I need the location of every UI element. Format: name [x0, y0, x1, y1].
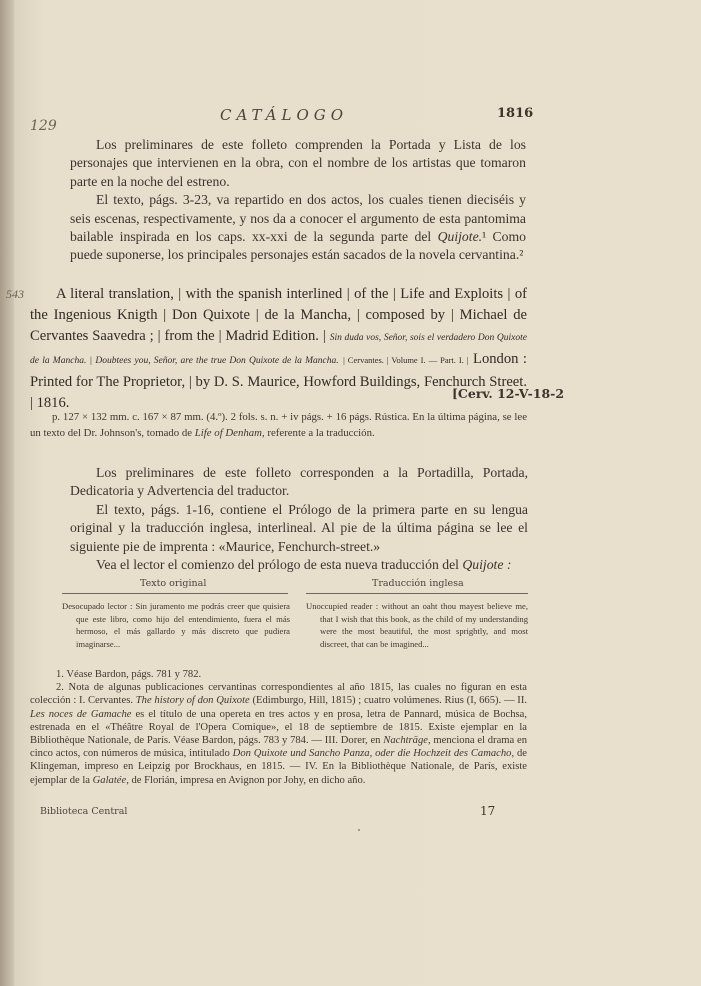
description-paragraph-3: Vea el lector el comienzo del prólogo de esta nueva traducción del Quijote :	[96, 557, 512, 573]
library-name: Biblioteca Central	[40, 806, 128, 817]
description-paragraphs	[70, 464, 528, 574]
left-column-heading: Texto original	[140, 578, 207, 589]
running-year: 1816	[497, 106, 534, 121]
shelfmark: [Cerv. 12-V-18-2	[452, 386, 565, 401]
description-paragraph-2: El texto, págs. 1-16, contiene el Prólogo de la primera parte en su lengua original y la traducción inglesa, interlineal. Al pie de la última página se lee el siguiente pie de imprenta : «Maurice, Fenchurch-street.»	[70, 501, 528, 554]
footnote-1: 1. Véase Bardon, págs. 781 y 782.	[56, 669, 202, 680]
original-text-column: Desocupado lector : Sin juramento me podrás creer que quisiera que este libro, como hijo del entendimiento, fuera el más hermoso, el más gallardo y más discreto que pudiera imaginarse...	[62, 601, 290, 650]
entry-imprint: London : Printed for The Proprietor, | by D. S. Maurice, Howford Buildings, Fenchurch Street. | 1816.	[30, 351, 527, 411]
footnote-2: 2. Nota de algunas publicaciones cervantinas correspondientes al año 1815, las cuales no figuran en esta colección : I. Cervantes. The history of don Quixote (Edimburgo, Hill, 1815) ; cuatro volúmenes. Rius (I, 665). — II. Les noces de Gamache es el título de una opereta en tres actos y en prosa, letra de Pannard, música de Bochsa, estrenada en el «Théâtre Royal de l'Opera Comique», el 18 de septiembre de 1815. Existe ejemplar en la Bibliothèque Nationale, de París. Véase Bardon, págs. 783 y 784. — III. Dorer, en Nachträge, menciona el drama en cinco actos, con números de música, intitulado Don Quixote und Sancho Panza, oder die Hochzeit des Camacho, de Klingeman, impreso en Leipzig por Brockhaus, en 1815. — IV. En la Bibliothèque Nationale, de París, existe ejemplar de la Galatée, de Florián, impresa en Avignon por Johy, en dicho año.	[30, 682, 528, 786]
entry-title-epigraph: Sin duda vos, Señor, sois el verdadero Don Quixote de la Mancha. | Doubtees you, Señor, are the true Don Quixote de la Mancha.	[30, 333, 528, 366]
entry-title-main: A literal translation, | with the spanish interlined | of the | Life and Exploits | of the Ingenious Knigth | Don Quixote | de la Mancha, | composed by | Michael de Cervantes Saavedra ; | from the | Madrid Edition. |	[30, 286, 527, 344]
running-title: CATÁLOGO	[220, 106, 349, 124]
right-column-heading: Traducción inglesa	[372, 578, 464, 589]
translation-column: Unoccupied reader : without an oaht thou mayest believe me, that I wish that this book, as the child of my understanding were the most beautiful, the most sprightly, and most discreet, that can be imagined...	[306, 601, 528, 650]
footnotes	[30, 668, 527, 787]
description-paragraph-1: Los preliminares de este folleto corresponden a la Portadilla, Portada, Dedicatoria y Advertencia del traductor.	[70, 465, 528, 499]
right-column-rule	[306, 593, 528, 594]
physical-description: p. 127 × 132 mm. c. 167 × 87 mm. (4.º). 2 fols. s. n. + iv págs. + 16 págs. Rústica. En la última página, se lee un texto del Dr. Johnson's, tomado de Life of Denham, referente a la traducción.	[30, 411, 527, 439]
paper-speck	[358, 829, 360, 831]
entry-title-volume: | Cervantes. | Volume I. — Part. I. |	[343, 355, 469, 365]
page-gutter-shadow	[0, 0, 14, 986]
intro-paragraph-2: El texto, págs. 3-23, va repartido en dos actos, los cuales tienen dieciséis y seis escenas, respectivamente, y nos da a conocer el argumento de esta pantomima bailable inspirada en los caps. xx-xxi de la segunda parte del Quijote.¹ Como puede suponerse, los principales personajes están sacados de la novela cervantina.²	[70, 192, 527, 263]
entry-number: 543	[6, 287, 24, 301]
handwritten-page-number: 129	[30, 118, 57, 134]
intro-paragraphs	[70, 136, 526, 265]
left-column-rule	[62, 593, 288, 594]
intro-paragraph-1: Los preliminares de este folleto comprenden la Portada y Lista de los personajes que intervienen en la obra, con el nombre de los artistas que tomaron parte en la noche del estreno.	[70, 137, 526, 189]
sheet-number: 17	[480, 804, 496, 818]
